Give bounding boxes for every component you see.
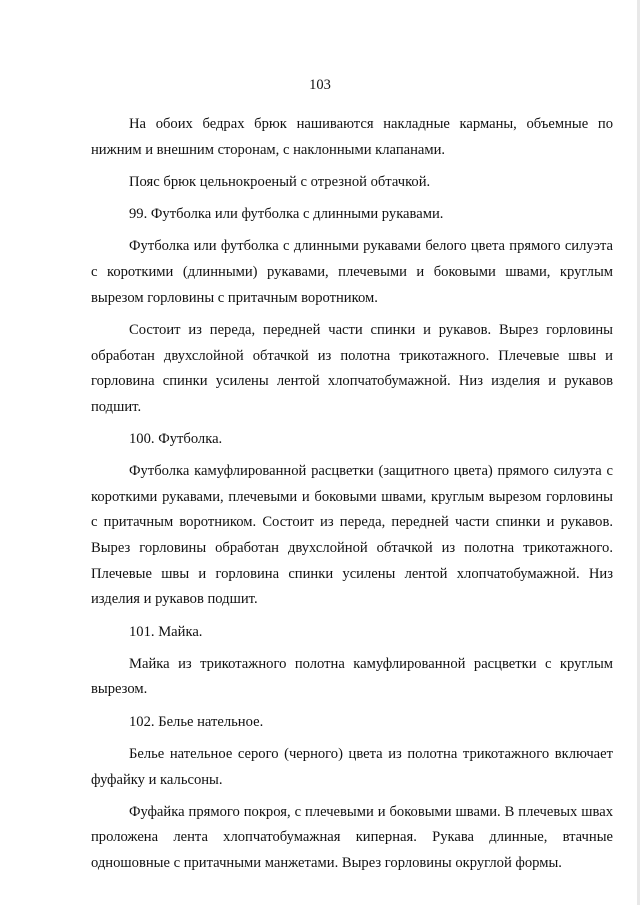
paragraph-pockets: На обоих бедрах брюк нашиваются накладные карманы, объемные по нижним и внешним сторонам, с наклонными клапанами. [91, 116, 613, 158]
paragraph-tshirt-white: Футболка или футболка с длинными рукавами белого цвета прямого силуэта с короткими (длинными) рукавами, плечевыми и боковыми швами, круглым вырезом горловины с притачным воротником. [91, 238, 613, 306]
page-number: 103 [309, 77, 331, 93]
paragraph-undershirt: Фуфайка прямого покроя, с плечевыми и боковыми швами. В плечевых швах проложена лента хлопчатобумажная киперная. Рукава длинные, втачные одношовные с притачными манжетами. Вырез горловины округлой формы. [91, 803, 613, 871]
page-body [91, 112, 613, 883]
heading-item-102: 102. Белье нательное. [129, 713, 264, 730]
paragraph-tshirt-camo: Футболка камуфлированной расцветки (защитного цвета) прямого силуэта с короткими рукавами, плечевыми и боковыми швами, круглым вырезом горловины с притачным воротником. Состоит из переда, передней части спинки и рукавов. Вырез горловины обработан двухслойной обтачкой из полотна трикотажного. Плечевые швы и горловина спинки усилены лентой хлопчатобумажной. Низ изделия и рукавов подшит. [91, 463, 613, 608]
heading-item-101: 101. Майка. [129, 623, 203, 640]
heading-item-100: 100. Футболка. [129, 430, 223, 447]
paragraph-belt: Пояс брюк цельнокроеный с отрезной обтачкой. [129, 173, 431, 190]
paragraph-underwear: Белье нательное серого (черного) цвета из полотна трикотажного включает фуфайку и кальсоны. [91, 745, 613, 788]
heading-item-99: 99. Футболка или футболка с длинными рукавами. [129, 206, 444, 223]
paragraph-tank-top: Майка из трикотажного полотна камуфлированной расцветки с круглым вырезом. [91, 655, 613, 698]
paragraph-tshirt-composition: Состоит из переда, передней части спинки и рукавов. Вырез горловины обработан двухслойной обтачкой из полотна трикотажного. Плечевые швы и горловина спинки усилены лентой хлопчатобумажной. Низ изделия и рукавов подшит. [91, 321, 613, 415]
